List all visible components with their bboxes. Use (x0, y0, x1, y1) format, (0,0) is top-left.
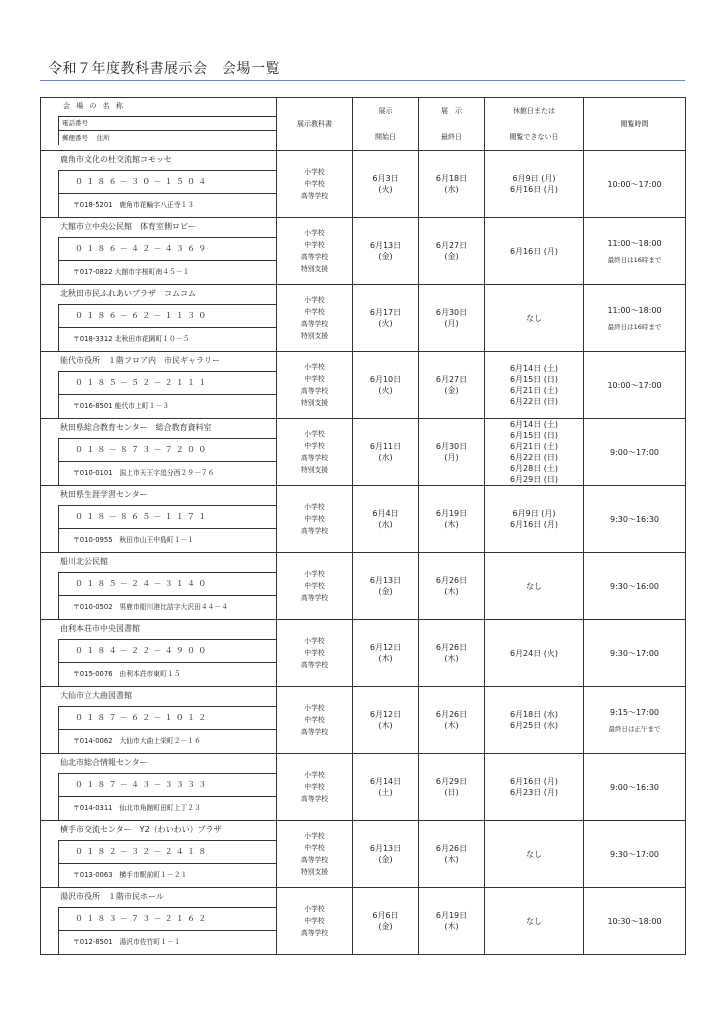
closed-date: 6月21日 (土) (509, 442, 559, 451)
table-row (41, 352, 686, 419)
venue-cell (41, 821, 277, 888)
viewing-hours: 10:30～18:00 (607, 916, 662, 926)
table-row (41, 419, 686, 486)
table-row (41, 620, 686, 687)
venue-cell (41, 352, 277, 419)
school-type: 中学校 (304, 844, 325, 852)
closed-date: なし (526, 916, 542, 926)
header-closed-bottom: 閲覧できない日 (509, 133, 559, 141)
header-start (353, 98, 419, 151)
closed-cell (485, 419, 584, 486)
hours-cell (584, 419, 686, 486)
header-address: 郵便番号 住所 (58, 130, 276, 145)
venue-address: 〒010-0101 潟上市天王字追分西２９－７６ (58, 461, 276, 485)
venue-phone: ０１８３－７３－２１６２ (58, 907, 276, 931)
venue-name: 船川北公民館 (60, 557, 108, 566)
types-cell (277, 151, 353, 218)
end-date: 6月19日 (435, 911, 468, 920)
venue-name: 仙北市総合情報センター (60, 758, 148, 767)
start-date: 6月6日 (372, 911, 399, 920)
end-cell (419, 352, 485, 419)
header-phone: 電話番号 (58, 116, 276, 130)
start-weekday: (火) (378, 185, 393, 194)
venue-cell (41, 687, 277, 754)
header-types: 展示教科書 (277, 98, 353, 151)
closed-date: なし (526, 313, 542, 323)
start-date: 6月14日 (369, 777, 402, 786)
school-type: 特別支援 (300, 868, 329, 876)
school-type: 小学校 (304, 832, 325, 840)
hours-cell (584, 754, 686, 821)
venue-name: 能代市役所 １階フロア内 市民ギャラリー (60, 356, 220, 365)
end-weekday: (木) (444, 721, 459, 730)
closed-cell (485, 486, 584, 553)
closed-date: 6月14日 (土) (509, 420, 559, 429)
closed-cell (485, 821, 584, 888)
closed-date: 6月22日 (日) (509, 453, 559, 462)
closed-date: 6月16日 (月) (509, 520, 559, 529)
end-date: 6月26日 (435, 576, 468, 585)
header-start-bottom: 開始日 (375, 133, 396, 141)
venue-phone: ０１８４－２２－４９００ (58, 639, 276, 663)
start-date: 6月11日 (369, 442, 402, 451)
closed-cell (485, 218, 584, 285)
end-weekday: (月) (444, 319, 459, 328)
viewing-hours: 9:30～16:30 (609, 514, 660, 524)
closed-date: 6月16日 (月) (509, 246, 559, 256)
start-weekday: (火) (378, 319, 393, 328)
school-type: 中学校 (304, 649, 325, 657)
hours-note: 最終日は16時まで (607, 256, 662, 264)
start-weekday: (金) (378, 855, 393, 864)
end-cell (419, 151, 485, 218)
school-type: 小学校 (304, 570, 325, 578)
closed-date: 6月9日 (月) (512, 174, 556, 183)
hours-cell (584, 888, 686, 955)
venue-cell (41, 553, 277, 620)
school-type: 特別支援 (300, 466, 329, 474)
closed-date: なし (526, 849, 542, 859)
school-type: 特別支援 (300, 399, 329, 407)
viewing-hours: 9:30～17:00 (609, 849, 660, 859)
closed-date: 6月16日 (月) (509, 777, 559, 786)
table-row (41, 151, 686, 218)
venue-name: 由利本荘市中央図書館 (60, 624, 140, 633)
venue-address: 〒017-0822 大館市字桜町南４５－１ (58, 260, 276, 284)
school-type: 高等学校 (300, 387, 329, 395)
start-cell (353, 754, 419, 821)
hours-cell (584, 821, 686, 888)
closed-cell (485, 687, 584, 754)
closed-date: 6月29日 (日) (509, 475, 559, 484)
school-type: 特別支援 (300, 332, 329, 340)
venue-cell (41, 486, 277, 553)
venue-name: 北秋田市民ふれあいプラザ コムコム (60, 289, 196, 298)
closed-date: 6月15日 (日) (509, 431, 559, 440)
end-cell (419, 888, 485, 955)
school-type: 小学校 (304, 168, 325, 176)
venue-cell (41, 285, 277, 352)
venue-address: 〒014-0311 仙北市角館町田町上丁２３ (58, 796, 276, 820)
school-type: 高等学校 (300, 594, 329, 602)
school-type: 小学校 (304, 296, 325, 304)
start-weekday: (火) (378, 386, 393, 395)
venue-address: 〒016-8501 能代市上町１－３ (58, 394, 276, 418)
closed-date: 6月22日 (日) (509, 397, 559, 406)
hours-cell (584, 553, 686, 620)
venue-cell (41, 754, 277, 821)
school-type: 中学校 (304, 515, 325, 523)
venue-table-body (41, 151, 686, 955)
school-type: 中学校 (304, 917, 325, 925)
venue-phone: ０１８６－４２－４３６９ (58, 237, 276, 261)
school-type: 高等学校 (300, 320, 329, 328)
venue-name: 鹿角市文化の杜交流館コモッセ (60, 155, 172, 164)
end-date: 6月18日 (435, 174, 468, 183)
venue-address: 〒012-8501 湯沢市佐竹町１－１ (58, 930, 276, 954)
types-cell (277, 218, 353, 285)
venue-phone: ０１８－８６５－１１７１ (58, 505, 276, 529)
header-closed-top: 休館日または (513, 107, 555, 115)
table-header-row (41, 98, 686, 151)
start-cell (353, 151, 419, 218)
end-weekday: (月) (444, 453, 459, 462)
venue-cell (41, 218, 277, 285)
table-row (41, 553, 686, 620)
start-date: 6月12日 (369, 710, 402, 719)
viewing-hours: 9:30～17:00 (609, 648, 660, 658)
school-type: 小学校 (304, 229, 325, 237)
hours-cell (584, 151, 686, 218)
types-cell (277, 888, 353, 955)
venue-name: 秋田県総合教育センター 総合教育資料室 (60, 423, 212, 432)
start-cell (353, 285, 419, 352)
end-cell (419, 687, 485, 754)
end-date: 6月30日 (435, 442, 468, 451)
venue-phone: ０１８２－３２－２４１８ (58, 840, 276, 864)
start-date: 6月13日 (369, 241, 402, 250)
types-cell (277, 419, 353, 486)
closed-date: 6月18日 (水) (509, 710, 559, 719)
types-cell (277, 553, 353, 620)
table-row (41, 285, 686, 352)
venue-phone: ０１８６－６２－１１３０ (58, 304, 276, 328)
closed-date: 6月24日 (火) (509, 648, 559, 658)
header-end-bottom: 最終日 (441, 133, 462, 141)
closed-cell (485, 888, 584, 955)
end-date: 6月27日 (435, 375, 468, 384)
closed-date: 6月25日 (水) (509, 721, 559, 730)
school-type: 小学校 (304, 503, 325, 511)
viewing-hours: 11:00～18:00 (607, 239, 662, 248)
venue-address: 〒010-0955 秋田市山王中島町１－１ (58, 528, 276, 552)
start-cell (353, 419, 419, 486)
table-row (41, 486, 686, 553)
types-cell (277, 352, 353, 419)
start-weekday: (水) (378, 520, 393, 529)
table-row (41, 687, 686, 754)
closed-date: 6月9日 (月) (512, 509, 556, 518)
closed-date: 6月16日 (月) (509, 185, 559, 194)
closed-cell (485, 151, 584, 218)
end-date: 6月26日 (435, 710, 468, 719)
school-type: 高等学校 (300, 192, 329, 200)
viewing-hours: 9:30～16:00 (609, 581, 660, 591)
start-cell (353, 888, 419, 955)
viewing-hours: 9:15～17:00 (609, 708, 660, 717)
header-venue-cell (41, 98, 277, 151)
start-date: 6月10日 (369, 375, 402, 384)
start-date: 6月4日 (372, 509, 399, 518)
school-type: 高等学校 (300, 856, 329, 864)
start-cell (353, 620, 419, 687)
hours-cell (584, 352, 686, 419)
closed-date: 6月14日 (土) (509, 364, 559, 373)
closed-date: 6月15日 (日) (509, 375, 559, 384)
types-cell (277, 285, 353, 352)
types-cell (277, 486, 353, 553)
start-weekday: (木) (378, 721, 393, 730)
school-type: 小学校 (304, 430, 325, 438)
venue-phone: ０１８－８７３－７２００ (58, 438, 276, 462)
venue-address: 〒015-0076 由利本荘市東町１５ (58, 662, 276, 686)
start-cell (353, 352, 419, 419)
start-cell (353, 218, 419, 285)
venue-phone: ０１８５－５２－２１１１ (58, 371, 276, 395)
hours-cell (584, 218, 686, 285)
page-title: 令和７年度教科書展示会 会場一覧 (48, 61, 280, 77)
hours-cell (584, 285, 686, 352)
venue-address: 〒010-0502 男鹿市船川港比詰字大沢田４４－４ (58, 595, 276, 619)
end-date: 6月29日 (435, 777, 468, 786)
start-date: 6月13日 (369, 844, 402, 853)
school-type: 高等学校 (300, 253, 329, 261)
end-cell (419, 553, 485, 620)
start-date: 6月12日 (369, 643, 402, 652)
closed-date: 6月23日 (月) (509, 788, 559, 797)
end-date: 6月27日 (435, 241, 468, 250)
table-row (41, 754, 686, 821)
header-end-top: 展 示 (441, 107, 462, 115)
school-type: 小学校 (304, 637, 325, 645)
viewing-hours: 10:00～17:00 (607, 179, 662, 189)
end-cell (419, 285, 485, 352)
end-cell (419, 218, 485, 285)
school-type: 中学校 (304, 783, 325, 791)
start-weekday: (金) (378, 587, 393, 596)
venue-phone: ０１８７－６２－１０１２ (58, 706, 276, 730)
start-date: 6月3日 (372, 174, 399, 183)
table-row (41, 821, 686, 888)
venue-cell (41, 888, 277, 955)
end-date: 6月26日 (435, 844, 468, 853)
school-type: 中学校 (304, 442, 325, 450)
school-type: 中学校 (304, 375, 325, 383)
start-weekday: (水) (378, 453, 393, 462)
hours-cell (584, 687, 686, 754)
types-cell (277, 821, 353, 888)
viewing-hours: 10:00～17:00 (607, 380, 662, 390)
closed-date: 6月21日 (土) (509, 386, 559, 395)
venue-name: 大館市立中央公民館 体育室側ロビー (60, 222, 196, 231)
end-weekday: (金) (444, 386, 459, 395)
viewing-hours: 11:00～18:00 (607, 306, 662, 315)
school-type: 中学校 (304, 582, 325, 590)
closed-cell (485, 352, 584, 419)
venue-phone: ０１８５－２４－３１４０ (58, 572, 276, 596)
types-cell (277, 687, 353, 754)
venue-address: 〒013-0063 横手市駅前町１－２１ (58, 863, 276, 887)
school-type: 中学校 (304, 716, 325, 724)
end-cell (419, 419, 485, 486)
end-date: 6月26日 (435, 643, 468, 652)
start-cell (353, 687, 419, 754)
venue-table (40, 97, 686, 955)
start-date: 6月13日 (369, 576, 402, 585)
venue-cell (41, 620, 277, 687)
venue-address: 〒018-5201 鹿角市花輪字八正寺１３ (58, 193, 276, 217)
school-type: 小学校 (304, 771, 325, 779)
venue-name: 湯沢市役所 １階市民ホール (60, 892, 164, 901)
school-type: 小学校 (304, 905, 325, 913)
school-type: 高等学校 (300, 929, 329, 937)
school-type: 高等学校 (300, 661, 329, 669)
end-weekday: (日) (444, 788, 459, 797)
school-type: 特別支援 (300, 265, 329, 273)
school-type: 中学校 (304, 308, 325, 316)
start-date: 6月17日 (369, 308, 402, 317)
title-divider (40, 80, 685, 81)
closed-cell (485, 553, 584, 620)
hours-note: 最終日は16時まで (607, 323, 662, 331)
types-cell (277, 754, 353, 821)
start-cell (353, 821, 419, 888)
end-weekday: (水) (444, 185, 459, 194)
end-weekday: (金) (444, 252, 459, 261)
venue-address: 〒018-3312 北秋田市花園町１０－５ (58, 327, 276, 351)
table-row (41, 888, 686, 955)
venue-address: 〒014-0062 大仙市大曲上栄町２－１６ (58, 729, 276, 753)
hours-cell (584, 486, 686, 553)
end-weekday: (木) (444, 520, 459, 529)
school-type: 高等学校 (300, 728, 329, 736)
start-cell (353, 553, 419, 620)
start-weekday: (金) (378, 922, 393, 931)
start-weekday: (木) (378, 654, 393, 663)
start-weekday: (金) (378, 252, 393, 261)
header-closed (485, 98, 584, 151)
school-type: 高等学校 (300, 527, 329, 535)
hours-note: 最終日は正午まで (608, 725, 661, 733)
end-weekday: (木) (444, 922, 459, 931)
viewing-hours: 9:00～17:00 (609, 447, 660, 457)
end-cell (419, 620, 485, 687)
closed-cell (485, 285, 584, 352)
header-hours: 閲覧時間 (584, 98, 686, 151)
venue-name: 横手市交流センター Y2（わいわい）プラザ (60, 825, 222, 834)
venue-cell (41, 151, 277, 218)
end-cell (419, 821, 485, 888)
school-type: 高等学校 (300, 454, 329, 462)
school-type: 中学校 (304, 241, 325, 249)
venue-cell (41, 419, 277, 486)
hours-cell (584, 620, 686, 687)
viewing-hours: 9:00～16:30 (609, 782, 660, 792)
school-type: 中学校 (304, 180, 325, 188)
end-weekday: (木) (444, 587, 459, 596)
closed-date: なし (526, 581, 542, 591)
end-cell (419, 754, 485, 821)
end-date: 6月30日 (435, 308, 468, 317)
end-date: 6月19日 (435, 509, 468, 518)
venue-phone: ０１８６－３０－１５０４ (58, 170, 276, 194)
closed-cell (485, 620, 584, 687)
end-cell (419, 486, 485, 553)
closed-cell (485, 754, 584, 821)
end-weekday: (木) (444, 654, 459, 663)
school-type: 高等学校 (300, 795, 329, 803)
venue-name: 大仙市立大曲図書館 (60, 691, 132, 700)
table-row (41, 218, 686, 285)
closed-date: 6月28日 (土) (509, 464, 559, 473)
school-type: 小学校 (304, 363, 325, 371)
start-cell (353, 486, 419, 553)
end-weekday: (木) (444, 855, 459, 864)
types-cell (277, 620, 353, 687)
school-type: 小学校 (304, 704, 325, 712)
venue-phone: ０１８７－４３－３３３３ (58, 773, 276, 797)
header-venue-name: 会 場 の 名 称 (63, 102, 125, 110)
header-start-top: 展示 (378, 107, 393, 115)
venue-name: 秋田県生涯学習センター (60, 490, 148, 499)
header-end (419, 98, 485, 151)
start-weekday: (土) (378, 788, 393, 797)
